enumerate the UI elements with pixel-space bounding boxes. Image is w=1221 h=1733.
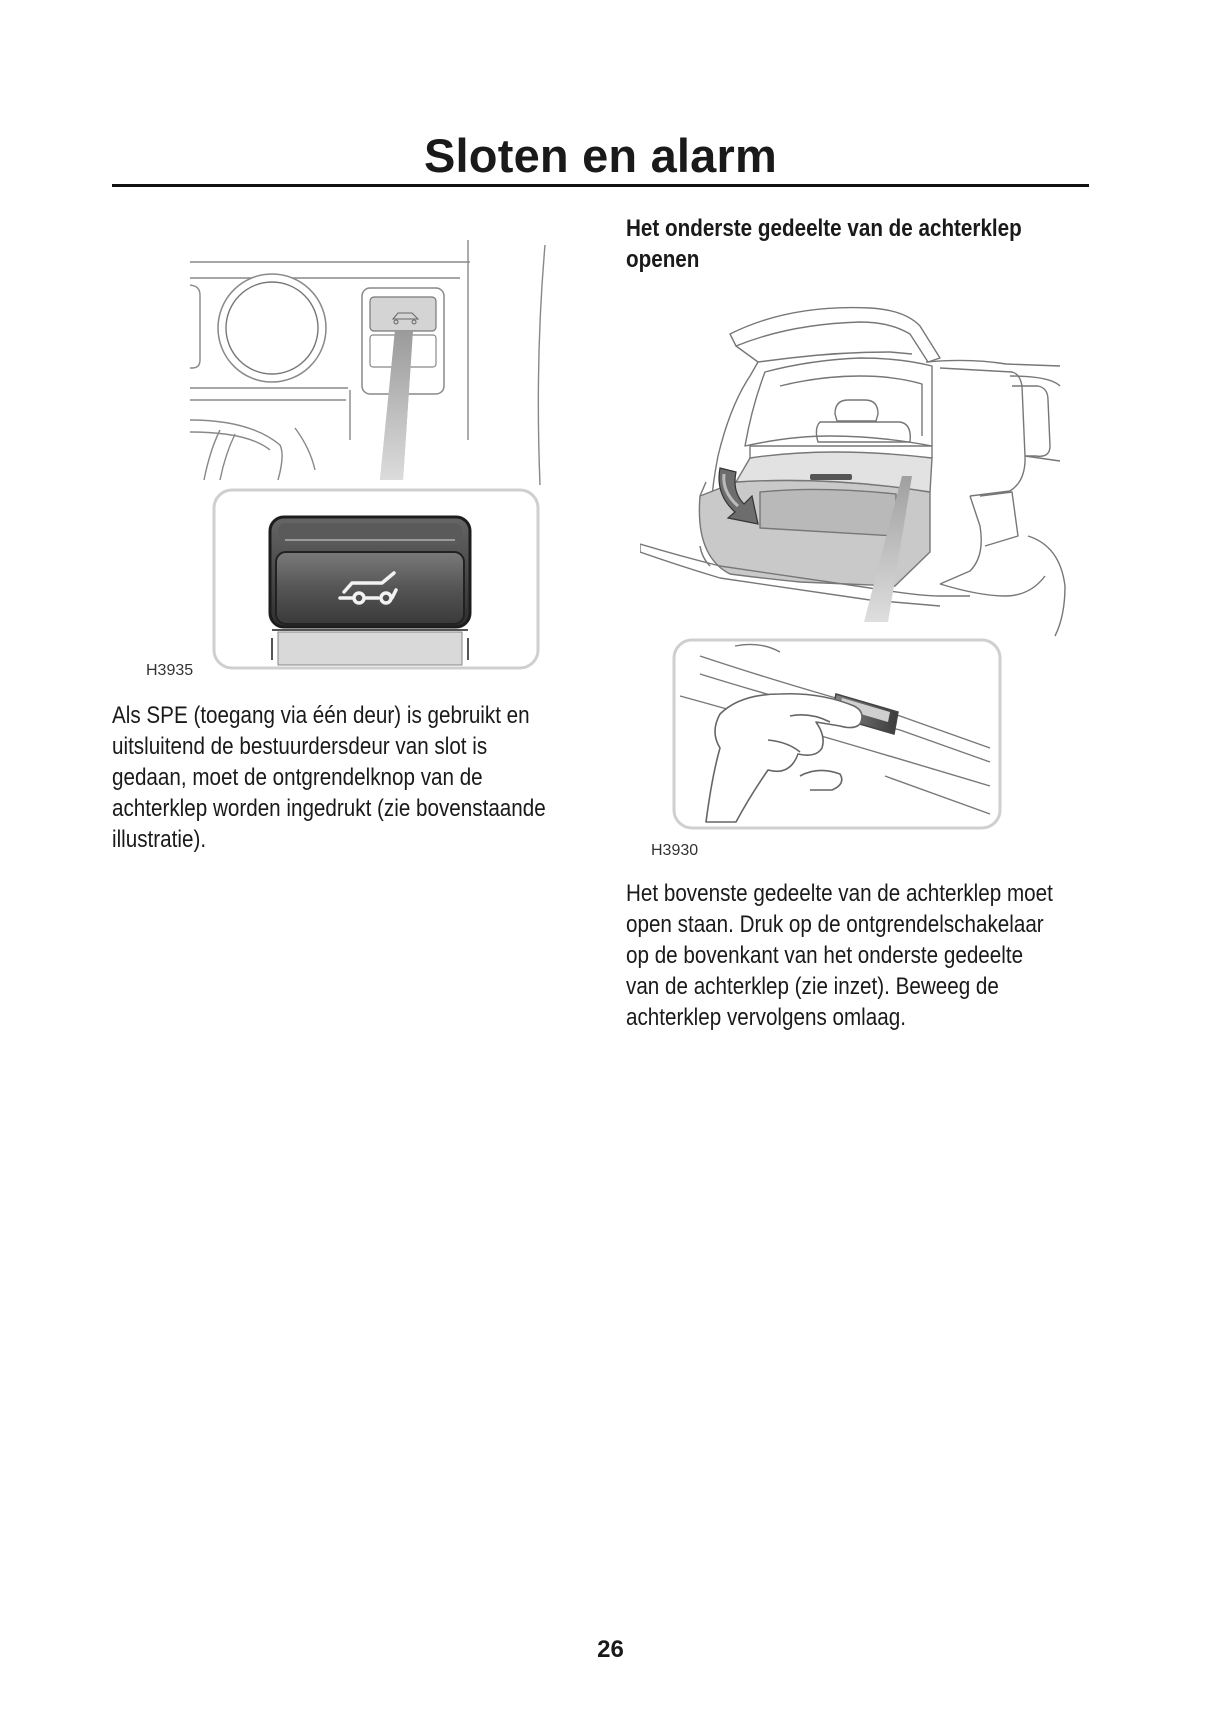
left-paragraph: Als SPE (toegang via één deur) is gebruikt en uitsluitend de bestuurdersdeur van slot is gedaan, moet de ontgrendelknop van de achterklep worden ingedrukt (zie bovenstaande illustratie). — [112, 702, 546, 853]
title-rule — [112, 184, 1089, 187]
figure-lower-tailgate — [640, 296, 1080, 840]
tailgate-button-illustration — [190, 240, 560, 680]
figure-code-left: H3935 — [146, 662, 194, 679]
page-number: 26 — [597, 1636, 624, 1663]
lower-tailgate-illustration — [640, 296, 1080, 840]
section-heading: Het onderste gedeelte van de achterklep openen — [626, 215, 1022, 273]
right-paragraph: Het bovenste gedeelte van de achterklep moet open staan. Druk op de ontgrendelschakelaar op de bovenkant van het onderste gedeelte van de achterklep (zie inzet). Beweeg de achterklep vervolgens omlaag. — [626, 880, 1053, 1031]
page-title: Sloten en alarm — [424, 129, 777, 182]
figure-code-right: H3930 — [651, 842, 699, 859]
figure-tailgate-button — [190, 240, 560, 680]
